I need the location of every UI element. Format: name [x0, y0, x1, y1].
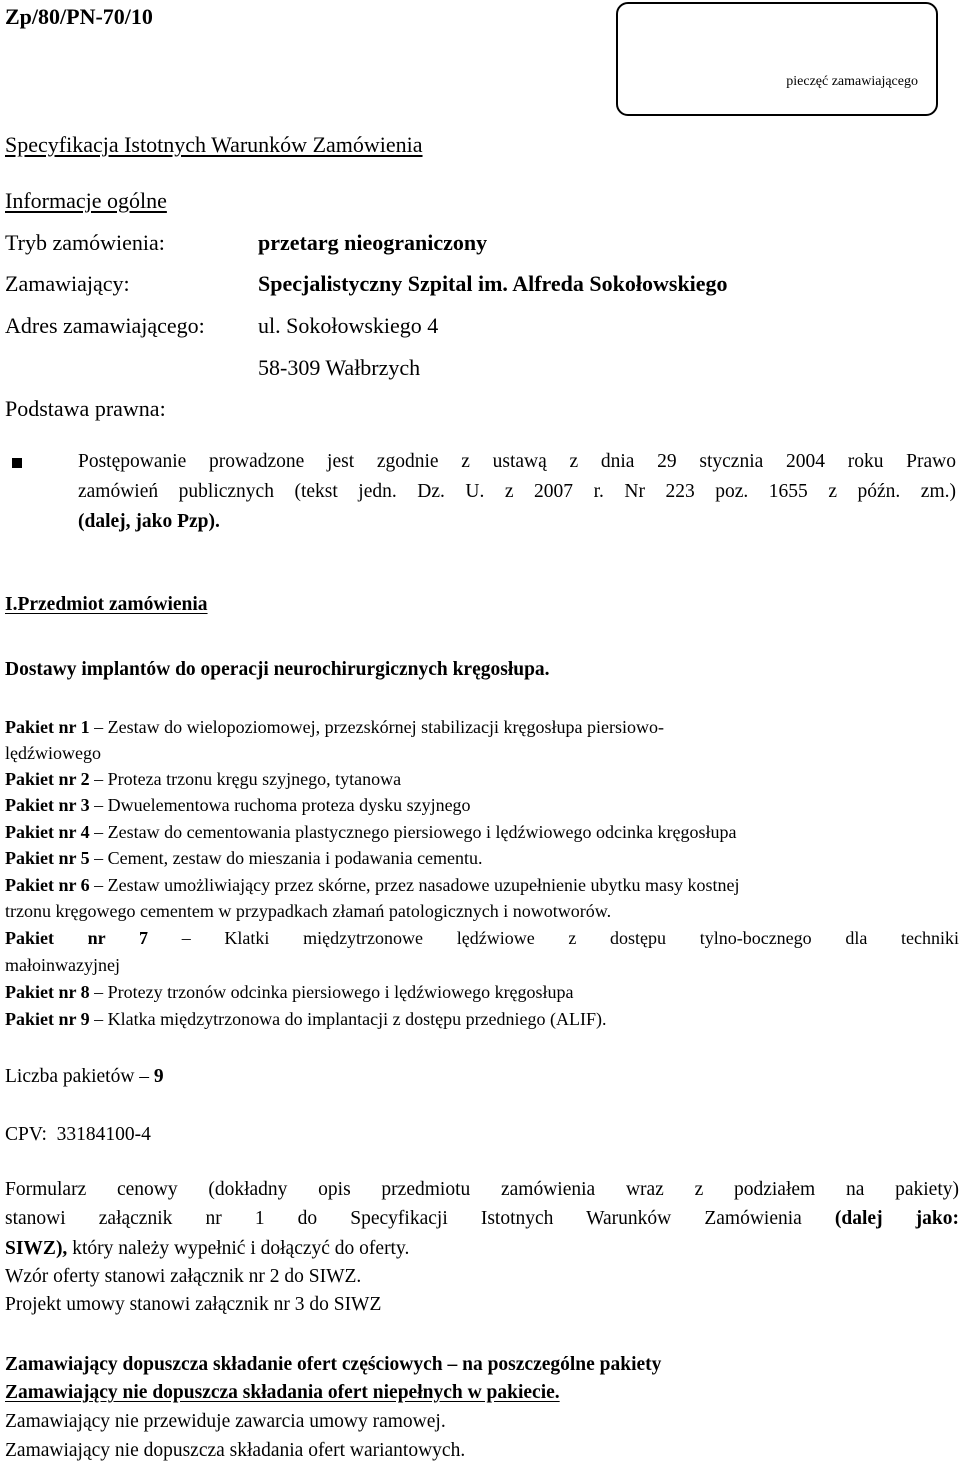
- package-9: Pakiet nr 9 – Klatka międzytrzonowa do implantacji z dostępu przedniego (ALIF).: [5, 1009, 607, 1029]
- cpv-code: CPV: 33184100-4: [5, 1124, 151, 1145]
- package-1: Pakiet nr 1 – Zestaw do wielopoziomowej, przezskórnej stabilizacji kręgosłupa piersiowo-: [5, 717, 665, 737]
- address-label: Adres zamawiającego:: [5, 313, 205, 338]
- document-number: Zp/80/PN-70/10: [5, 4, 153, 29]
- package-5: Pakiet nr 5 – Cement, zestaw do mieszania i podawania cementu.: [5, 848, 483, 868]
- partial-offers-allowed: Zamawiający dopuszcza składanie ofert częściowych – na poszczególne pakiety: [5, 1354, 662, 1375]
- stamp-box: [616, 2, 938, 116]
- mode-label: Tryb zamówienia:: [5, 230, 165, 255]
- no-variant-offers: Zamawiający nie dopuszcza składania ofert wariantowych.: [5, 1440, 466, 1461]
- address-line-1: ul. Sokołowskiego 4: [258, 313, 439, 338]
- legal-text-line-1: Postępowanie prowadzone jest zgodnie z ustawą z dnia 29 stycznia 2004 roku Prawo: [78, 451, 956, 472]
- section-1-heading: I.Przedmiot zamówienia: [5, 594, 208, 615]
- address-line-2: 58-309 Wałbrzych: [258, 355, 421, 380]
- bullet-icon: [12, 458, 22, 468]
- legal-text-line-3: (dalej, jako Pzp).: [78, 511, 220, 532]
- package-1-continued: lędźwiowego: [5, 743, 101, 763]
- form-line-2: stanowi załącznik nr 1 do Specyfikacji Istotnych Warunków Zamówienia (dalej jako:: [5, 1208, 959, 1229]
- package-3: Pakiet nr 3 – Dwuelementowa ruchoma proteza dysku szyjnego: [5, 795, 471, 815]
- general-info-heading: Informacje ogólne: [5, 188, 167, 213]
- document-title: Specyfikacja Istotnych Warunków Zamówienia: [5, 132, 423, 157]
- orderer-label: Zamawiający:: [5, 271, 130, 296]
- package-7-continued: małoinwazyjnej: [5, 955, 120, 975]
- legal-basis-label: Podstawa prawna:: [5, 396, 166, 421]
- package-6-continued: trzonu kręgowego cementem w przypadkach złamań patologicznych i nowotworów.: [5, 901, 612, 921]
- package-count: Liczba pakietów – 9: [5, 1066, 164, 1087]
- package-8: Pakiet nr 8 – Protezy trzonów odcinka piersiowego i lędźwiowego kręgosłupa: [5, 982, 574, 1002]
- form-line-5: Projekt umowy stanowi załącznik nr 3 do SIWZ: [5, 1294, 382, 1315]
- stamp-label: pieczęć zamawiającego: [786, 74, 918, 89]
- form-line-1: Formularz cenowy (dokładny opis przedmiotu zamówienia wraz z podziałem na pakiety): [5, 1179, 959, 1200]
- incomplete-offers-not-allowed: Zamawiający nie dopuszcza składania ofert niepełnych w pakiecie.: [5, 1382, 560, 1403]
- package-2: Pakiet nr 2 – Proteza trzonu kręgu szyjnego, tytanowa: [5, 769, 402, 789]
- package-4: Pakiet nr 4 – Zestaw do cementowania plastycznego piersiowego i lędźwiowego odcinka kręgosłupa: [5, 822, 737, 842]
- no-framework-agreement: Zamawiający nie przewiduje zawarcia umowy ramowej.: [5, 1411, 446, 1432]
- form-line-4: Wzór oferty stanowi załącznik nr 2 do SIWZ.: [5, 1266, 362, 1287]
- package-6: Pakiet nr 6 – Zestaw umożliwiający przez skórne, przez nasadowe uzupełnienie ubytku masy kostnej: [5, 875, 740, 895]
- form-line-3: SIWZ), który należy wypełnić i dołączyć do oferty.: [5, 1238, 410, 1259]
- package-7: Pakiet nr 7 – Klatki międzytrzonowe lędźwiowe z dostępu tylno-bocznego dla techniki: [5, 928, 960, 948]
- subject-of-order: Dostawy implantów do operacji neurochirurgicznych kręgosłupa.: [5, 659, 550, 680]
- orderer-value: Specjalistyczny Szpital im. Alfreda Sokołowskiego: [258, 271, 728, 296]
- mode-value: przetarg nieograniczony: [258, 230, 488, 255]
- legal-text-line-2: zamówień publicznych (tekst jedn. Dz. U. z 2007 r. Nr 223 poz. 1655 z późn. zm.): [78, 481, 956, 502]
